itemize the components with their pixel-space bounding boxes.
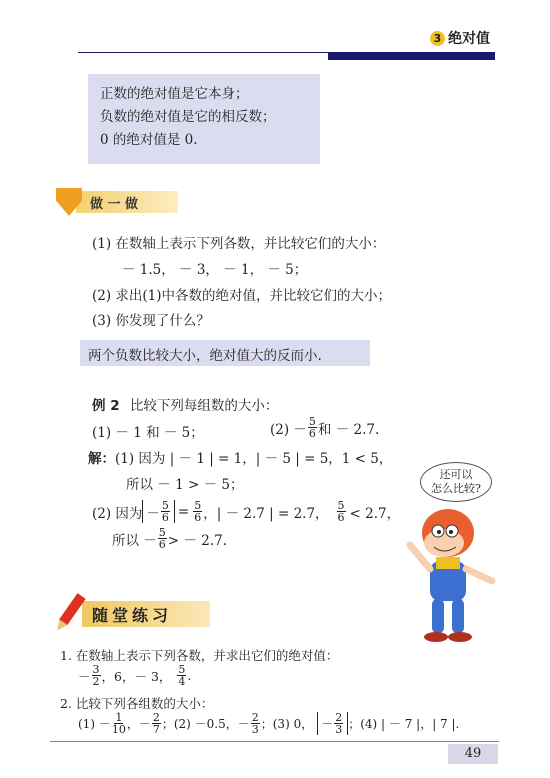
solution-label: 解：: [88, 451, 115, 467]
fraction: $\frac{5}{6}$: [337, 499, 345, 524]
fraction: $\frac{5}{6}$: [194, 499, 202, 524]
mascot-illustration: [400, 505, 510, 645]
rule-line: 正数的绝对值是它本身；: [100, 86, 249, 102]
practice-item2: 2. 比较下列各组数的大小：: [60, 696, 214, 711]
header-bar: [328, 53, 495, 60]
activity-q3: (3) 你发现了什么？: [92, 313, 210, 329]
practice-item1: 1. 在数轴上表示下列各数，并求出它们的绝对值：: [60, 648, 339, 663]
fraction: $\frac{5}{6}$: [158, 526, 166, 551]
solution-part2-conclusion: 所以 － $\frac{5}{6}$ > － 2.7.: [112, 526, 227, 551]
rule-line: 负数的绝对值是它的相反数；: [100, 109, 276, 125]
footer-rule: [50, 741, 499, 742]
example-prompt: 比较下列每组数的大小：: [129, 398, 279, 414]
rule-box: [88, 74, 320, 164]
practice-item2-values: (1) － $\frac{1}{10}$ ，－ $\frac{2}{7}$ ；(2) －0.5，－ $\frac{2}{3}$ ；(3) 0， － $\frac{2}{3}$ ；(4) | － 7 |，| 7 |.: [78, 711, 460, 736]
example-label: 例 2: [92, 398, 120, 414]
absolute-value: － $\frac{5}{6}$: [142, 500, 175, 523]
practice-heading: [58, 592, 210, 636]
practice-item1-values: － $\frac{3}{2}$ ，6，－ 3， $\frac{5}{4}$ .: [78, 663, 192, 688]
section-title: 绝对值: [448, 31, 490, 47]
speech-bubble: 还可以 怎么比较?: [420, 462, 492, 502]
solution-line2: 所以 － 1 > － 5；: [126, 477, 244, 493]
section-number-badge: 3: [430, 31, 445, 46]
conclusion-box: [80, 340, 370, 366]
activity-heading: [56, 188, 178, 216]
activity-q1: (1) 在数轴上表示下列各数，并比较它们的大小：: [92, 236, 386, 252]
solution-line1: 解：(1) 因为 | － 1 | = 1，| － 5 | = 5，1 < 5，: [88, 451, 393, 467]
example-part1: (1) － 1 和 － 5；: [92, 425, 204, 441]
conclusion-text: 两个负数比较大小，绝对值大的反而小.: [88, 348, 322, 364]
practice-title: 随堂练习: [82, 601, 210, 627]
activity-title: 做 一 做: [76, 191, 178, 213]
page-number: 49: [448, 744, 498, 764]
activity-q2: (2) 求出(1)中各数的绝对值，并比较它们的大小；: [92, 288, 392, 304]
activity-q1-numbers: － 1.5， － 3， － 1， － 5；: [122, 262, 308, 278]
example-heading: [92, 394, 278, 414]
section-header: [430, 28, 490, 48]
solution-part2: (2) 因为 － $\frac{5}{6}$ = $\frac{5}{6}$ ，| － 2.7 | = 2.7， $\frac{5}{6}$ < 2.7，: [92, 499, 401, 524]
rule-line: 0 的绝对值是 0.: [100, 132, 198, 148]
example-part2: (2) － $\frac{5}{6}$ 和 － 2.7.: [270, 415, 380, 440]
fraction: $\frac{5}{6}$: [308, 415, 316, 440]
